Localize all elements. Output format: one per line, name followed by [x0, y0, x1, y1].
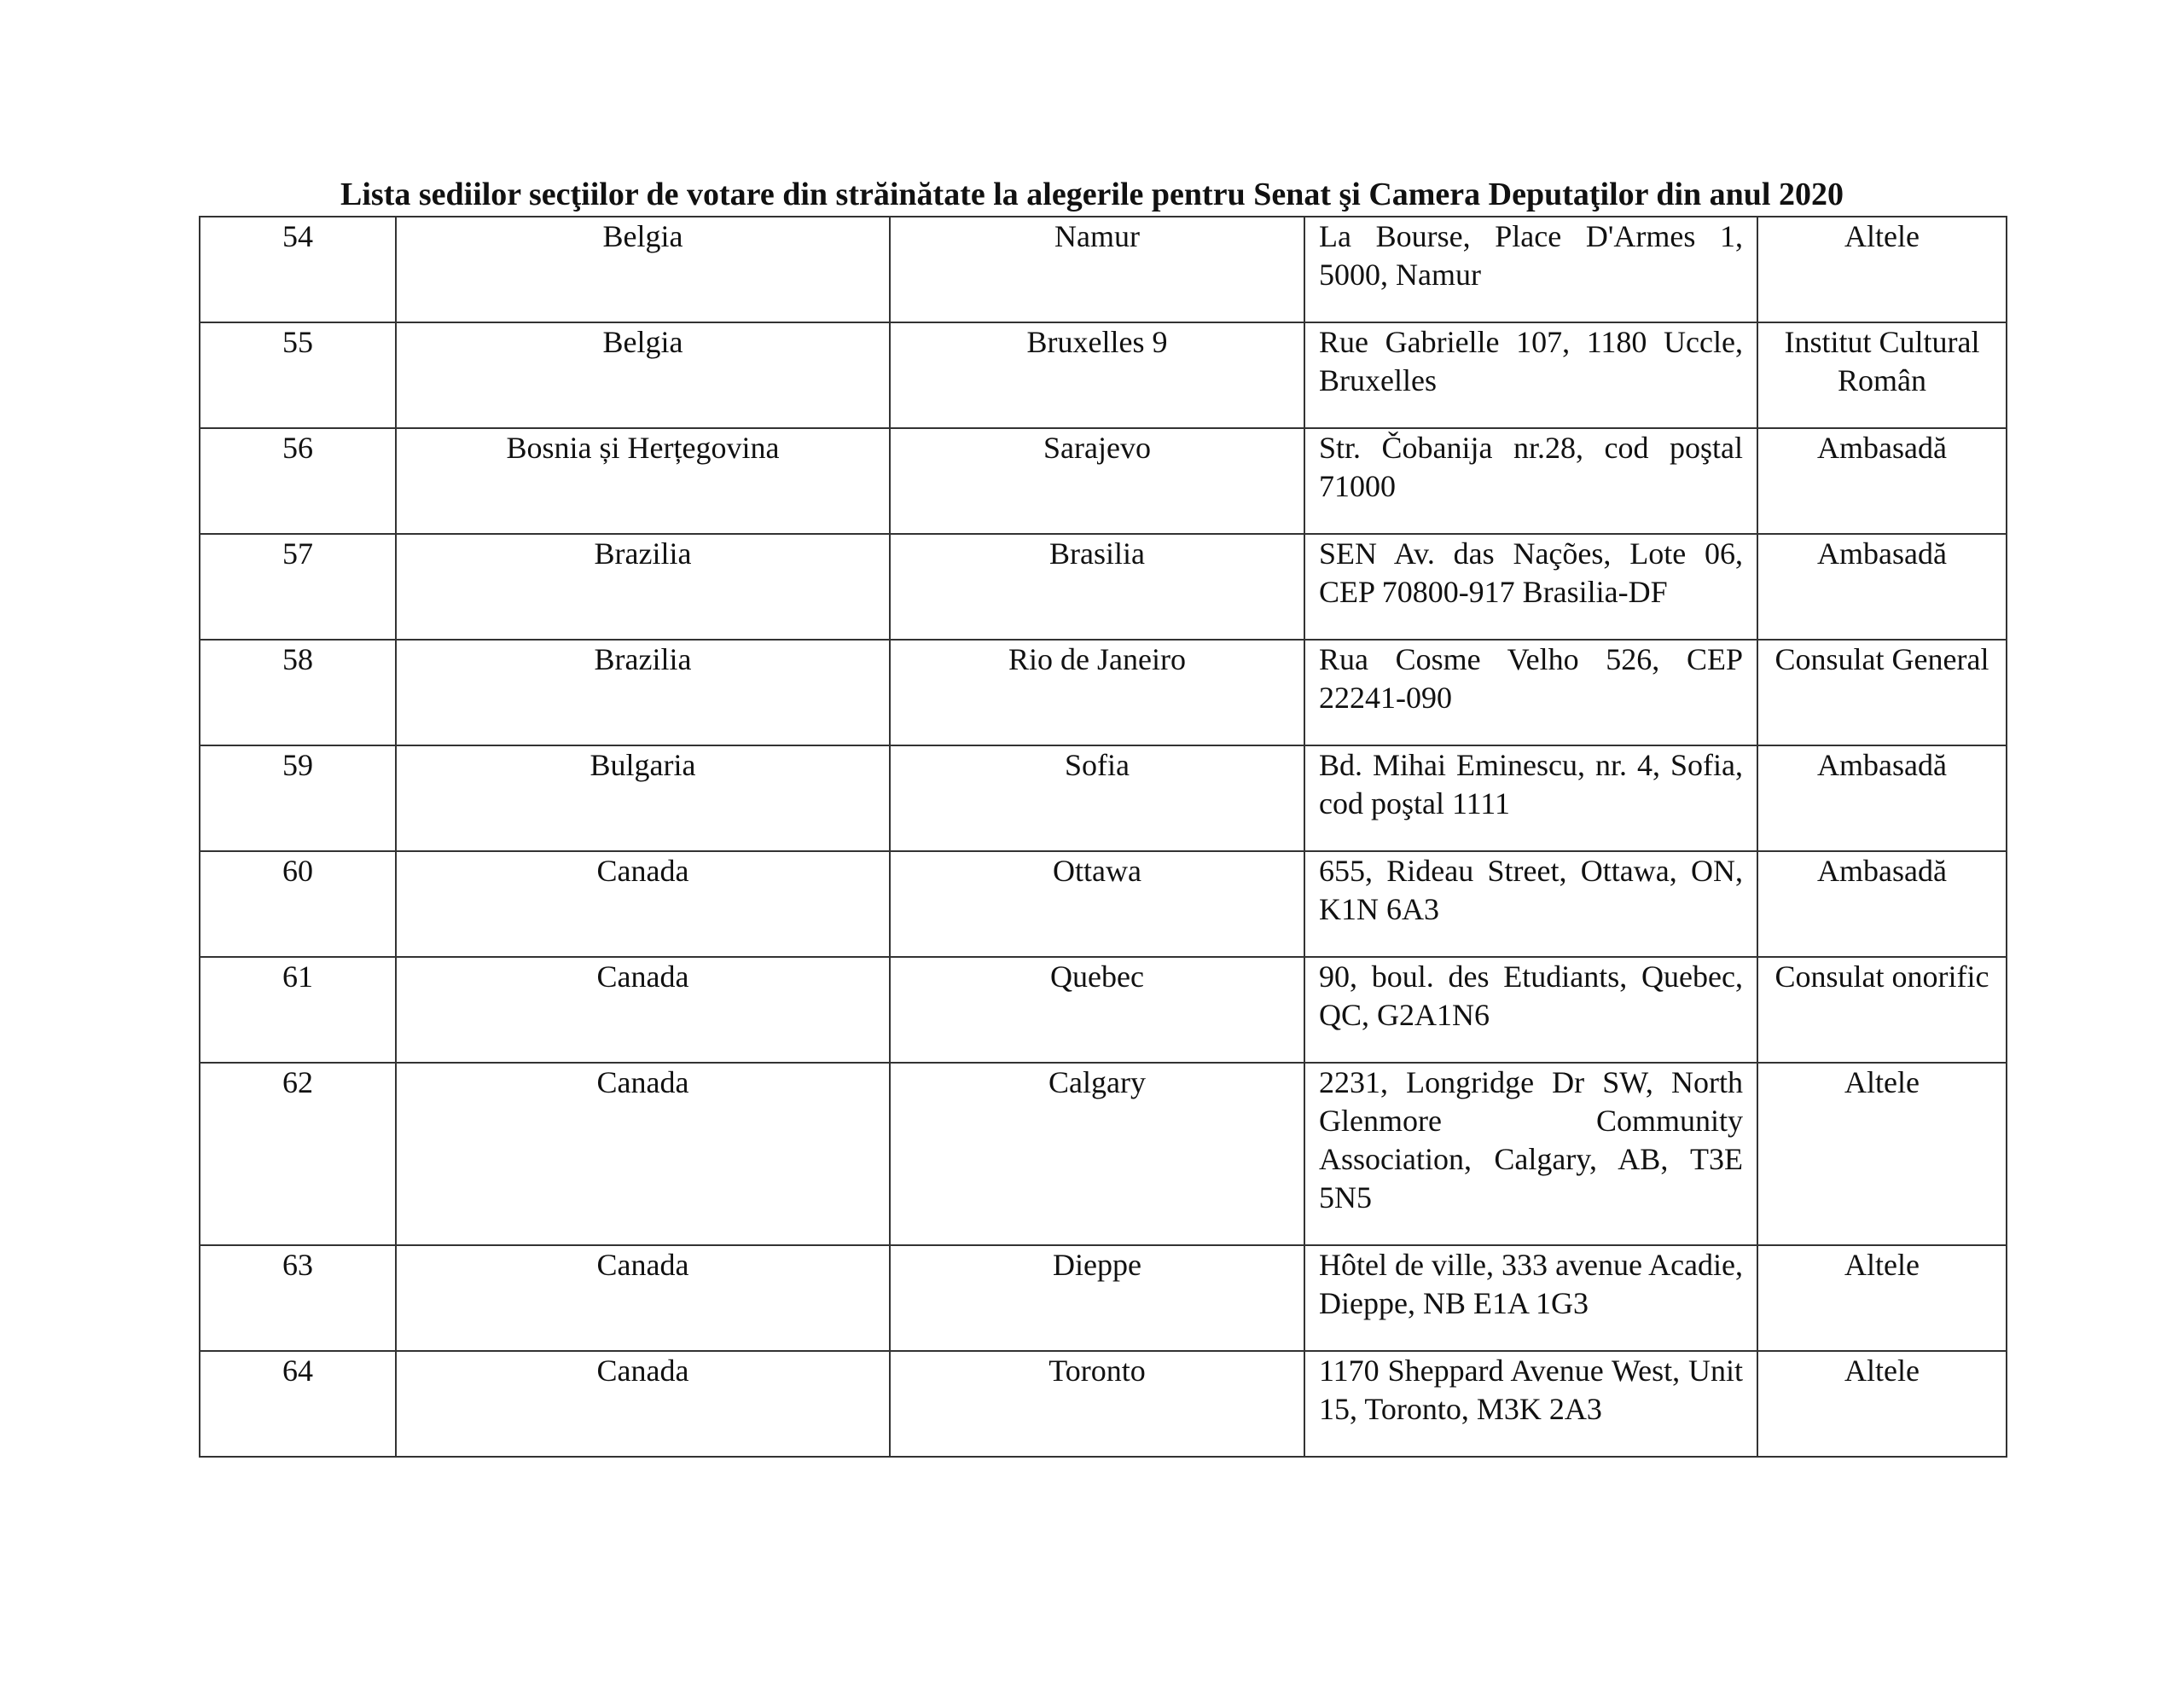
cell-address: Str. Čobanija nr.28, cod poştal 71000	[1304, 428, 1757, 534]
cell-address: 90, boul. des Etudiants, Quebec, QC, G2A1N6	[1304, 957, 1757, 1063]
cell-number: 60	[200, 851, 396, 957]
cell-city: Quebec	[890, 957, 1304, 1063]
cell-type: Altele	[1757, 1245, 2007, 1351]
cell-number: 63	[200, 1245, 396, 1351]
cell-country: Bulgaria	[396, 745, 890, 851]
cell-number: 58	[200, 640, 396, 745]
cell-city: Sarajevo	[890, 428, 1304, 534]
table-row	[200, 534, 2007, 640]
cell-country: Canada	[396, 851, 890, 957]
cell-type: Altele	[1757, 1063, 2007, 1245]
cell-city: Ottawa	[890, 851, 1304, 957]
cell-country: Brazilia	[396, 640, 890, 745]
table-row	[200, 1351, 2007, 1457]
cell-country: Canada	[396, 1351, 890, 1457]
cell-city: Calgary	[890, 1063, 1304, 1245]
cell-country: Brazilia	[396, 534, 890, 640]
cell-type: Ambasadă	[1757, 851, 2007, 957]
cell-type: Altele	[1757, 1351, 2007, 1457]
cell-country: Belgia	[396, 217, 890, 322]
cell-city: Bruxelles 9	[890, 322, 1304, 428]
table-row	[200, 851, 2007, 957]
cell-country: Canada	[396, 1063, 890, 1245]
cell-city: Sofia	[890, 745, 1304, 851]
table-row	[200, 217, 2007, 322]
polling-stations-table	[199, 216, 2007, 1458]
cell-country: Canada	[396, 1245, 890, 1351]
cell-address: SEN Av. das Nações, Lote 06, CEP 70800-917 Brasilia-DF	[1304, 534, 1757, 640]
cell-address: Bd. Mihai Eminescu, nr. 4, Sofia, cod poştal 1111	[1304, 745, 1757, 851]
cell-city: Toronto	[890, 1351, 1304, 1457]
cell-address: 2231, Longridge Dr SW, North Glenmore Community Association, Calgary, AB, T3E 5N5	[1304, 1063, 1757, 1245]
table-row	[200, 1245, 2007, 1351]
table-row	[200, 640, 2007, 745]
cell-country: Belgia	[396, 322, 890, 428]
cell-number: 56	[200, 428, 396, 534]
cell-address: Rue Gabrielle 107, 1180 Uccle, Bruxelles	[1304, 322, 1757, 428]
cell-number: 64	[200, 1351, 396, 1457]
cell-type: Ambasadă	[1757, 745, 2007, 851]
table-row	[200, 322, 2007, 428]
cell-type: Ambasadă	[1757, 428, 2007, 534]
cell-address: 655, Rideau Street, Ottawa, ON, K1N 6A3	[1304, 851, 1757, 957]
cell-number: 62	[200, 1063, 396, 1245]
cell-type: Institut Cultural Român	[1757, 322, 2007, 428]
cell-number: 55	[200, 322, 396, 428]
cell-type: Ambasadă	[1757, 534, 2007, 640]
cell-country: Bosnia și Herțegovina	[396, 428, 890, 534]
cell-type: Consulat onorific	[1757, 957, 2007, 1063]
cell-number: 54	[200, 217, 396, 322]
cell-city: Brasilia	[890, 534, 1304, 640]
cell-type: Altele	[1757, 217, 2007, 322]
cell-address: Rua Cosme Velho 526, CEP 22241-090	[1304, 640, 1757, 745]
cell-address: 1170 Sheppard Avenue West, Unit 15, Toronto, M3K 2A3	[1304, 1351, 1757, 1457]
cell-city: Namur	[890, 217, 1304, 322]
table-row	[200, 957, 2007, 1063]
page-title: Lista sediilor secţiilor de votare din străinătate la alegerile pentru Senat şi Camera Deputaţilor din anul 2020	[340, 177, 1844, 212]
table-row	[200, 428, 2007, 534]
table-row	[200, 1063, 2007, 1245]
table-row	[200, 745, 2007, 851]
cell-country: Canada	[396, 957, 890, 1063]
cell-number: 59	[200, 745, 396, 851]
cell-number: 61	[200, 957, 396, 1063]
cell-number: 57	[200, 534, 396, 640]
cell-city: Rio de Janeiro	[890, 640, 1304, 745]
cell-address: Hôtel de ville, 333 avenue Acadie, Dieppe, NB E1A 1G3	[1304, 1245, 1757, 1351]
cell-city: Dieppe	[890, 1245, 1304, 1351]
cell-type: Consulat General	[1757, 640, 2007, 745]
cell-address: La Bourse, Place D'Armes 1, 5000, Namur	[1304, 217, 1757, 322]
